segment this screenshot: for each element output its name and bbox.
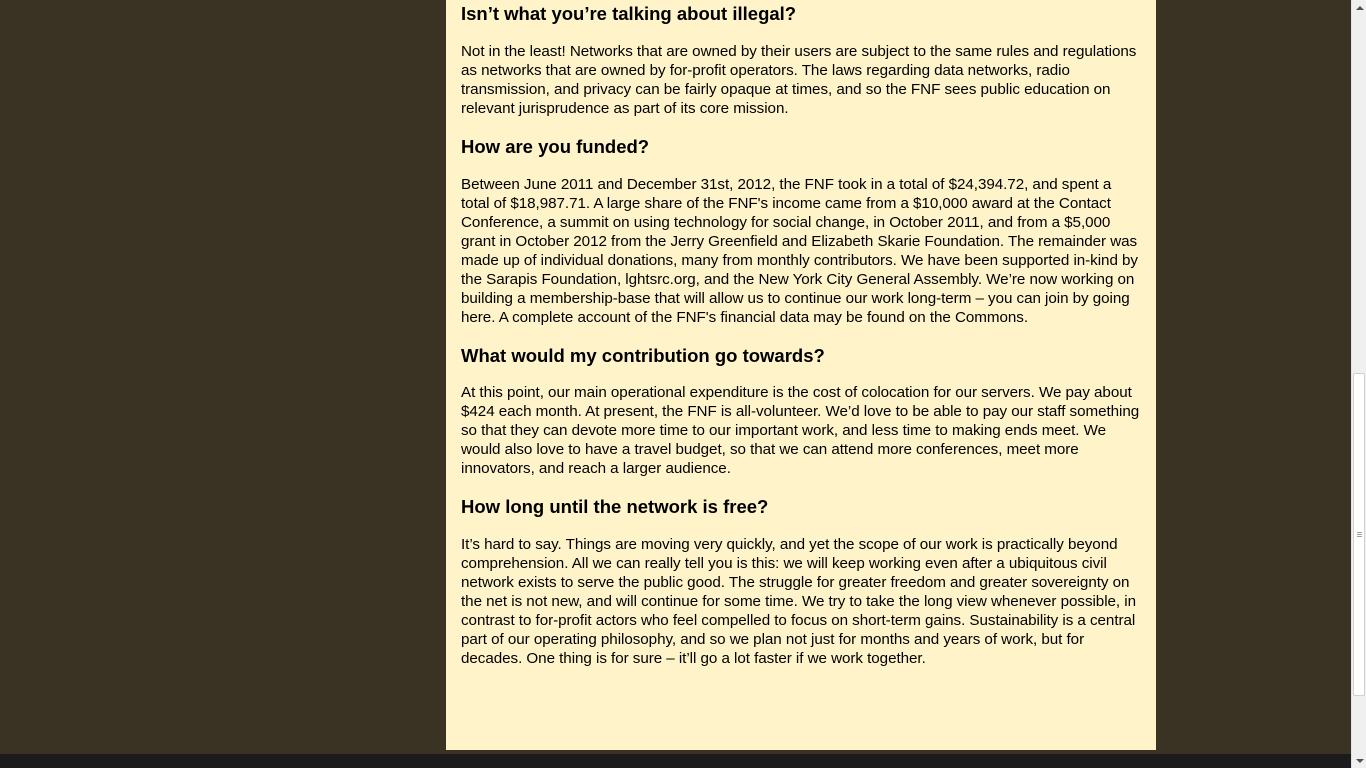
faq-answer-free: It’s hard to say. Things are moving very quickly, and yet the scope of our work is practically beyond comprehension. All we can really tell you is this: we will keep working even after a ubiquitous civil network exists to serve the public good. The struggle for greater freedom and greater sovereignty on the net is not new, and will continue for some time. We try to take the long view whenever possible, in contrast to for-profit actors who feel compelled to focus on short-term gains. Sustainability is a central part of our operating philosophy, and so we plan not just for months and years of work, but for decades. One thing is for sure – it’ll go a lot faster if we work together. [461, 536, 1136, 667]
faq-answer-contribution: At this point, our main operational expenditure is the cost of colocation for our servers. We pay about $424 each month. At present, the FNF is all-volunteer. We’d love to be able to pay our staff something so that they can devote more time to our important work, and less time to making ends meet. We would also love to have a travel budget, so that we can attend more conferences, meet more innovators, and reach a larger audience. [461, 384, 1140, 477]
faq-answer-funded: Between June 2011 and December 31st, 2012, the FNF took in a total of $24,394.72, and spent a total of $18,987.71. A large share of the FNF's income came from a $10,000 award at the Contact Conference, a summit on using technology for social change, in October 2011, and from a $5,000 grant in October 2012 from the Jerry Greenfield and Elizabeth Skarie Foundation. The remainder was made up of individual donations, many from monthly contributors. We have been supported in-kind by the Sarapis Foundation, lghtsrc.org, and the New York City General Assembly. We’re now working on building a membership-base that will allow us to continue our work long-term – you can join by going here. A complete account of the FNF's financial data may be found on the Commons. [461, 176, 1138, 326]
grip-line [1357, 532, 1362, 533]
chevron-up-icon [1356, 6, 1364, 10]
scroll-down-button[interactable] [1352, 753, 1366, 768]
scroll-thumb[interactable] [1353, 373, 1365, 696]
faq-content [446, 0, 1156, 750]
faq-heading-funded: How are you funded? [461, 136, 650, 157]
grip-line [1357, 536, 1362, 537]
grip-line [1357, 534, 1362, 535]
faq-heading-free: How long until the network is free? [461, 496, 769, 517]
vertical-scrollbar[interactable] [1351, 0, 1366, 768]
bottom-edge-bar [0, 754, 1351, 768]
chevron-down-icon [1356, 759, 1364, 763]
faq-answer-illegal: Not in the least! Networks that are owned by their users are subject to the same rules and regulations as networks that are owned by for-profit operators. The laws regarding data networks, radio transmission, and privacy can be fairly opaque at times, and so the FNF sees public education on relevant jurisprudence as part of its core mission. [461, 43, 1137, 117]
scroll-up-button[interactable] [1352, 0, 1366, 15]
faq-heading-contribution: What would my contribution go towards? [461, 345, 825, 366]
faq-heading-illegal: Isn’t what you’re talking about illegal? [461, 3, 797, 24]
